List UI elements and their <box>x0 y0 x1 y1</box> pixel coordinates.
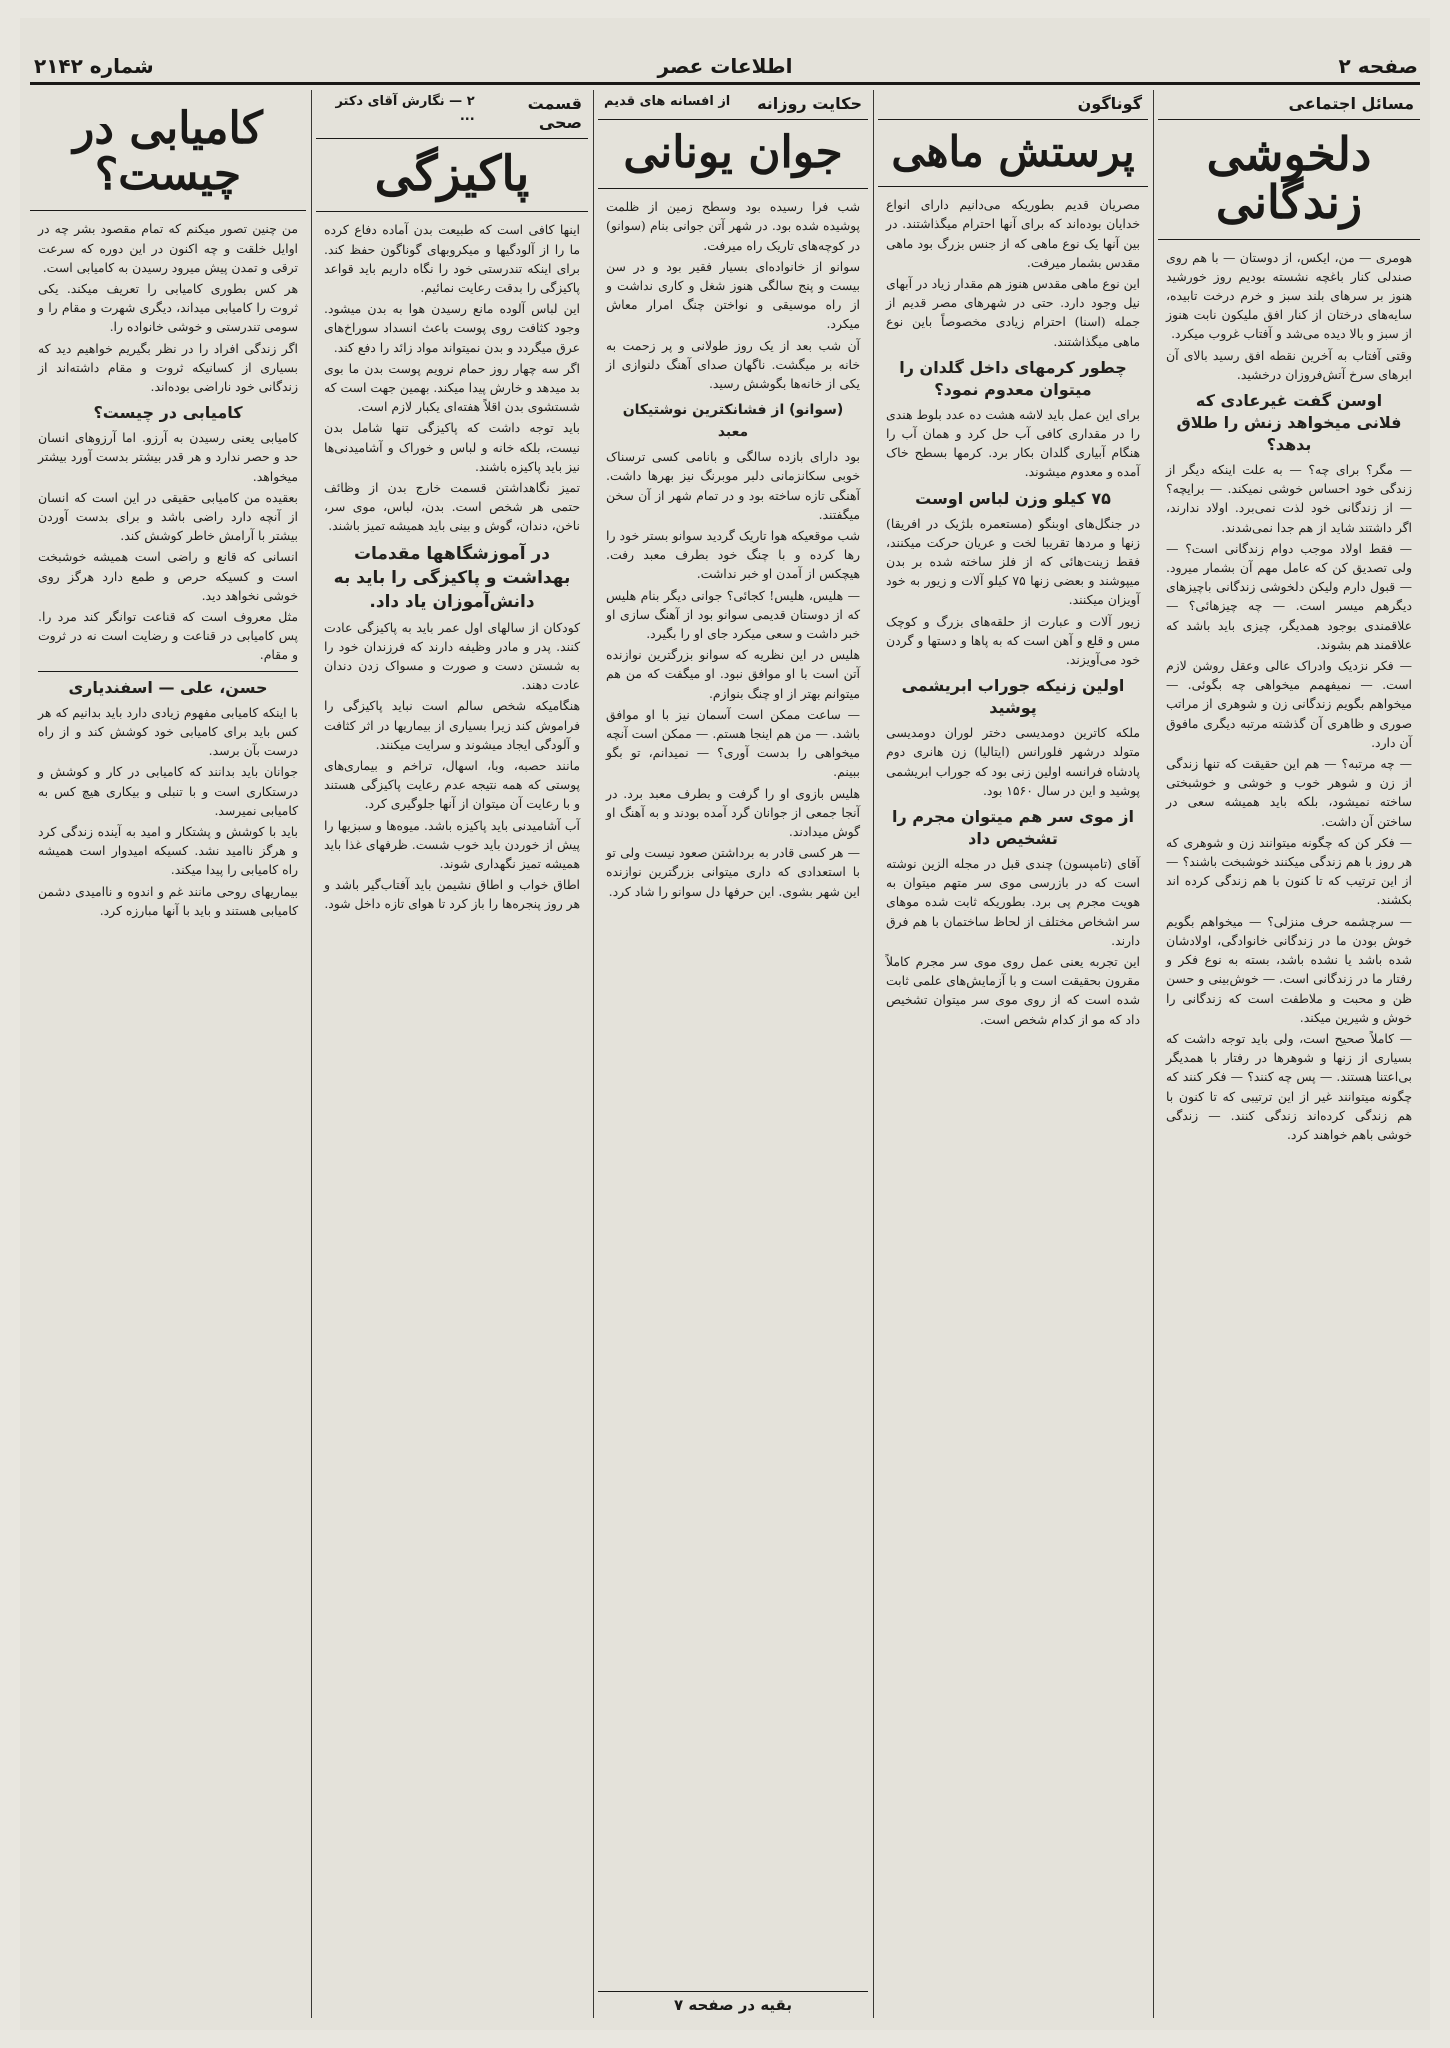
paragraph: این نوع ماهی مقدس هنوز هم مقدار زیاد در آبهای نیل وجود دارد. حتی در شهرهای مصر قدیم از جمله (اسنا) احترام زیادی مخصوصاً باین نوع ماهی میگذاشتند. <box>886 275 1140 349</box>
column-misc <box>878 90 1148 2018</box>
paragraph: مصریان قدیم بطوریکه می‌دانیم دارای انواع خدایان بوده‌اند که برای آنها احترام میگذاشتند. در بین آنها یک نوع ماهی که از جنس بزرگ بود ماهی مقدس بشمار میرفت. <box>886 197 1140 270</box>
paragraph: وقتی آفتاب به آخرین نقطه افق رسید بالای آن ابرهای سرخ آتش‌فروزان درخشید. <box>1166 347 1412 382</box>
paragraph: با اینکه کامیابی مفهوم زیادی دارد باید بدانیم که هر کس باید برای کامیابی خود کوشش کند و از راه درست بآن برسد. <box>38 704 298 759</box>
paragraph: زیور آلات و عبارت از حلقه‌های بزرگ و کوچک مس و قلع و آهن است که به پاها و دستها و گردن خود می‌آویزند. <box>886 613 1140 667</box>
column-rule <box>311 90 313 2018</box>
paragraph: سوانو از خانواده‌ای بسیار فقیر بود و در سن بیست و پنج سالگی هنوز شغل و کاری نداشت و از راه موسیقی و نواختن چنگ امرار معاش میکرد. <box>606 258 860 332</box>
column-rule <box>593 90 595 2018</box>
column-health <box>316 90 588 2018</box>
article-headline: دلخوشی زندگانی <box>1158 120 1420 240</box>
kicker-label: قسمت صحی <box>527 94 582 132</box>
kicker-label: حکایت روزانه <box>757 94 862 113</box>
section-kicker <box>1158 90 1420 120</box>
issue-number: شماره ۲۱۴۲ <box>34 54 154 78</box>
paragraph: آقای (تامپسون) چندی قبل در مجله الزین نوشته است که در بازرسی موی سر متهم میتوان به هویت مجرم پی برد. بطوریکه ثابت شده موهای سر اشخاص مختلف از لحاظ ساختمان با هم فرق دارند. <box>886 855 1140 948</box>
article-body <box>878 187 1148 1029</box>
section-kicker <box>598 90 868 120</box>
paragraph: اگر زندگی افراد را در نظر بگیریم خواهیم دید که بسیاری از کسانیکه ثروت و مقام داشته‌اند از زندگانی خود ناراضی بوده‌اند. <box>38 340 298 394</box>
column-social <box>1158 90 1420 2018</box>
paragraph: — هر کسی قادر به برداشتن صعود نیست ولی تو با استعدادی که داری میتوانی بزرگترین نوازنده این شهر بشوی. این حرفها دل سوانو را شاد کرد. <box>606 845 860 899</box>
article-body <box>1158 240 1420 1145</box>
paragraph: باید توجه داشت که پاکیزگی تنها شامل بدن نیست، بلکه خانه و لباس و خوراک و آشامیدنی‌ها نیز باید پاکیزه باشند. <box>324 420 580 474</box>
article-headline: جوان یونانی <box>598 120 868 189</box>
paragraph: هر کس بطوری کامیابی را تعریف میکند. یکی ثروت را کامیابی میداند، دیگری شهرت و مقام را و سومی تندرستی و خوشی خانواده را. <box>38 280 298 335</box>
paragraph: ملکه کاترین دومدیسی دختر لوران دومدیسی متولد درشهر فلورانس (ایتالیا) زن هانری دوم پادشاه فرانسه اولین زنی بود که جوراب ابریشمی پوشید و این در سال ۱۵۶۰ بود. <box>886 725 1140 798</box>
paragraph: مثل معروف است که قناعت توانگر کند مرد را. پس کامیابی در قناعت و رضایت است نه در ثروت و مقام. <box>38 609 298 663</box>
article-subhead: کامیابی در چیست؟ <box>93 403 243 423</box>
paragraph: — سرچشمه حرف منزلی؟ — میخواهم بگویم خوش بودن ما در زندگانی خانوادگی، اولادشان شده باشد یا نشده باشد، بسته به نوع فکر و رفتار ما در زندگانی است. — خوش‌بینی و حسن ظن و محبت و ملاطفت است که زندگانی را خوش و شیرین میکند. <box>1166 913 1412 1025</box>
paragraph: شب فرا رسیده بود وسطح زمین از ظلمت پوشیده شده بود. در شهر آتن جوانی بنام (سوانو) در کوچه‌های تاریک راه میرفت. <box>606 199 860 253</box>
article-body <box>30 211 306 920</box>
paragraph: من چنین تصور میکنم که تمام مقصود بشر چه در اوایل خلقت و چه اکنون در این دوره که سرعت ترقی و تمدن پیش میرود رسیدن به کامیابی است. <box>38 221 298 275</box>
paragraph: در جنگل‌های اوبنگو (مستعمره بلژیک در افریقا) زنها و مردها تقریبا لخت و عریان حرکت میکنند، فقط زینت‌هائی که از فلز ساخته شده بر بدن میپوشند و بعضی زنها ۷۵ کیلو آلات و زیور به خود آویزان میکنند. <box>886 515 1141 608</box>
paragraph: آب آشامیدنی باید پاکیزه باشد. میوه‌ها و سبزیها را پیش از خوردن باید خوب شست. ظرفهای غذا باید همیشه تمیز نگهداری شوند. <box>324 817 580 872</box>
paragraph: — فکر نزدیک وادراک عالی وعقل روشن لازم است. — نمیفهمم میخواهی چه بگوئی. — میخواهم بگویم زندگانی زن و شوهری از مراتب صوری و ظاهری آن گذشته مرتبه دیگری مافوق آن دارد. <box>1166 658 1412 750</box>
article-body <box>598 189 868 901</box>
paper-name: اطلاعات عصر <box>657 54 793 78</box>
paragraph: این لباس آلوده مانع رسیدن هوا به بدن میشود. وجود کثافت روی پوست باعث انسداد سوراخ‌های عرق میگردد و بدن نمیتواند مواد زائد را دفع کند. <box>324 301 580 355</box>
article-subhead: در آموزشگاهها مقدمات بهداشت و پاکیزگی را باید به دانش‌آموزان یاد داد. <box>333 543 571 612</box>
paragraph: باید با کوشش و پشتکار و امید به آینده زندگی کرد و هرگز ناامید نشد. کسیکه امیدوار است همیشه راه کامیابی را پیدا میکند. <box>38 824 298 878</box>
paragraph: کامیابی یعنی رسیدن به آرزو. اما آرزوهای انسان حد و حصر ندارد و هر قدر بیشتر بدست آورد بیشتر میخواهد. <box>38 430 298 484</box>
article-body <box>316 212 588 913</box>
article-subhead: اوسن گفت غیرعادی که فلانی میخواهد زنش را طلاق بدهد؟ <box>1176 391 1402 455</box>
section-kicker <box>316 90 588 139</box>
paragraph: تمیز نگاهداشتن قسمت خارج بدن از وظائف حتمی هر شخص است. بدن، لباس، موی سر، ناخن، دندان، گوش و بینی باید همیشه تمیز باشند. <box>324 480 580 534</box>
continued-on-page: بقیه در صفحه ۷ <box>598 1991 868 2018</box>
paragraph: کودکان از سالهای اول عمر باید به پاکیزگی عادت کنند. پدر و مادر وظیفه دارند که فرزندان خود را به شستن دست و صورت و مسواک زدن دندان عادت دهند. <box>324 619 580 693</box>
masthead <box>20 48 1430 82</box>
article-subhead: اولین زنیکه جوراب ابریشمی پوشید <box>901 676 1125 718</box>
article-subhead: ۷۵ کیلو وزن لباس اوست <box>915 488 1111 508</box>
paragraph: انسانی که قانع و راضی است همیشه خوشبخت است و کسیکه حرص و طمع دارد هرگز روی خوشی نخواهد دید. <box>38 549 298 603</box>
kicker-label: مسائل اجتماعی <box>1288 94 1414 113</box>
article-headline: کامیابی در چیست؟ <box>30 90 306 211</box>
paragraph: شب موقعیکه هوا تاریک گردید سوانو بستر خود را رها کرده و با چنگ خود بطرف معبد رفت. هیچکس از آمدن او خبر نداشت. <box>606 528 860 582</box>
paragraph: اگر سه چهار روز حمام نرویم پوست بدن ما بوی بد میدهد و خارش پیدا میکند. بهمین جهت است که شستشوی بدن اقلاً هفته‌ای یکبار لازم است. <box>324 360 580 415</box>
article-headline: پاکیزگی <box>316 139 588 212</box>
paragraph: — فقط اولاد موجب دوام زندگانی است؟ — ولی تصدیق کن که عامل مهم آن بشمار میرود. — قبول دارم ولیکن دلخوشی زندگانی باچیزهای دیگرهم میسر است. — چه چیزهائی؟ — علاقمندی بوجود همدیگر، چیزی باید باشد که علاقمند هم بشوند. <box>1166 540 1412 652</box>
page-number: صفحه ۲ <box>1338 54 1418 78</box>
column-story <box>598 90 868 2018</box>
article-subhead: چطور کرمهای داخل گلدان را میتوان معدوم نمود؟ <box>899 357 1127 399</box>
paragraph: هومری — من، ایکس، از دوستان — با هم روی صندلی کنار باغچه نشسته بودیم روز خورشید هنوز بر سرهای بلند سبز و خرم درخت تابیده، سایه‌های درختان از کنار افق ملیکون نابت هنوز از سبز و بالا دیده می‌شد و آفتاب غروب میکرد. <box>1166 249 1412 342</box>
paragraph: هلیس در این نظریه که سوانو بزرگترین نوازنده آتن است با او موافق نبود. او میگفت که من هم میتوانم بهتر از او چنگ بنوازم. <box>606 647 860 701</box>
article-headline: پرستش ماهی <box>878 120 1148 187</box>
paragraph: هنگامیکه شخص سالم است نباید پاکیزگی را فراموش کند زیرا بسیاری از بیماریها در اثر کثافت و آلودگی ایجاد میشوند و سرایت میکنند. <box>324 698 580 752</box>
paragraph: اینها کافی است که طبیعت بدن آماده دفاع کرده ما را از آلودگیها و میکروبهای گوناگون حفظ کند. برای اینکه تندرستی خود را نگاه داریم باید قواعد پاکیزگی را بدقت رعایت نمائیم. <box>324 222 580 295</box>
masthead-rule <box>30 82 1420 85</box>
paragraph: — ساعت ممکن است آسمان نیز با او موافق باشد. — من هم اینجا هستم. — ممکن است آنچه میخواهی را بدست آوری؟ — نمیدانم، تو بگو ببینم. <box>606 706 860 780</box>
column-rule <box>1153 90 1155 2018</box>
paragraph: اطاق خواب و اطاق نشیمن باید آفتاب‌گیر باشد و هر روز پنجره‌ها را باز کرد تا هوای تازه داخل شود. <box>324 877 580 912</box>
paragraph: — مگر؟ برای چه؟ — به علت اینکه دیگر از زندگی خود احساس خوشی نمیکند. — برایچه؟ — از زندگانی خود لذت نمی‌برد. اولاد ندارند، اگر داشتند شاید از هم جدا نمی‌شدند. <box>1166 462 1412 535</box>
column-rule <box>873 90 875 2018</box>
paragraph: — هلیس، هلیس! کجائی؟ جوانی دیگر بنام هلیس که از دوستان قدیمی سوانو بود از آهنگ سازی او خبر داشت و سعی میکرد جای او را بگیرد. <box>606 587 860 642</box>
article-subhead: از موی سر هم میتوان مجرم را تشخیص داد <box>892 806 1134 848</box>
column-essay <box>30 90 306 2018</box>
paragraph: مانند حصبه، وبا، اسهال، تراخم و بیماری‌های پوستی که همه نتیجه عدم رعایت پاکیزگی هستند و با رعایت آن میتوان از آنها جلوگیری کرد. <box>324 758 580 812</box>
kicker-sublabel: ۲ — نگارش آقای دکتر ... <box>335 94 475 124</box>
newspaper-page <box>20 18 1430 2030</box>
paragraph: بود دارای بازده سالگی و بانامی کسی ترسناک خوبی سکانزمانی دلبر موبرنگ نیز بهرها داشت. آهنگی تازه ساخته بود و در تمام شهر از آن سخن میگفتند. <box>606 449 860 522</box>
paragraph: جوانان باید بدانند که کامیابی در کار و کوشش و درستکاری است و با تنبلی و بیکاری هیچ کس به کامیابی نمیرسد. <box>38 764 298 818</box>
paragraph: بیماریهای روحی مانند غم و اندوه و ناامیدی دشمن کامیابی هستند و باید با آنها مبارزه کرد. <box>38 883 298 918</box>
paragraph: برای این عمل باید لاشه هشت ده عدد بلوط هندی را در مقداری کافی آب حل کرد و همان آب را هنگام آبیاری گلدان بکار برد. کرمها بسطح خاک آمده و معدوم میشوند. <box>886 406 1140 480</box>
kicker-sublabel: از افسانه های قدیم <box>604 94 731 109</box>
kicker-label: گوناگون <box>1077 94 1142 113</box>
paragraph: بعقیده من کامیابی حقیقی در این است که انسان از آنچه دارد راضی باشد و برای بدست آوردن بیشتر با آرامش خاطر کوشش کند. <box>38 489 298 544</box>
paragraph: آن شب بعد از یک روز طولانی و پر زحمت به خانه بر میگشت. ناگهان صدای آهنگ دلنوازی از یکی از خانه‌ها بگوشش رسید. <box>606 337 860 392</box>
paragraph: — کاملاً صحیح است، ولی باید توجه داشت که بسیاری از زنها و شوهرها در رفتار با همدیگر بی‌اعتنا هستند. — پس چه کنند؟ — فکر کنند که چگونه میتوانند غیر از این ترتیبی که تا کنون با هم زندگی کرده‌اند زندگی کنند. — زندگی خوشی باهم خواهند کرد. <box>1166 1030 1412 1142</box>
paragraph: این تجربه یعنی عمل روی موی سر مجرم کاملاً مقرون بحقیقت است و با آزمایش‌های علمی ثابت شده است که از روی موی سر میتوان تشخیص داد که مو از کدام شخص است. <box>886 953 1140 1027</box>
paragraph: — چه مرتبه؟ — هم این حقیقت که تنها زندگی از زن و شوهر خوب و خوشی و خوشبختی ساخته نمیشود، بلکه باید همیشه سعی در ساختن آن داشت. <box>1166 756 1412 829</box>
article-byline: حسن، علی — اسفندیاری <box>38 671 298 703</box>
article-subhead: (سوانو) از فشانکترین نوشتیکان معبد <box>622 402 844 441</box>
paragraph: — فکر کن که چگونه میتوانند زن و شوهری که هر روز با هم زندگی میکنند خوشبخت باشند؟ — از این ترتیب که تا کنون با هم زندگی کرده اند بکشند. <box>1166 834 1412 908</box>
paragraph: هلیس بازوی او را گرفت و بطرف معبد برد. در آنجا جمعی از جوانان گرد آمده بودند و به آهنگ او گوش میدادند. <box>606 785 860 840</box>
section-kicker <box>878 90 1148 120</box>
